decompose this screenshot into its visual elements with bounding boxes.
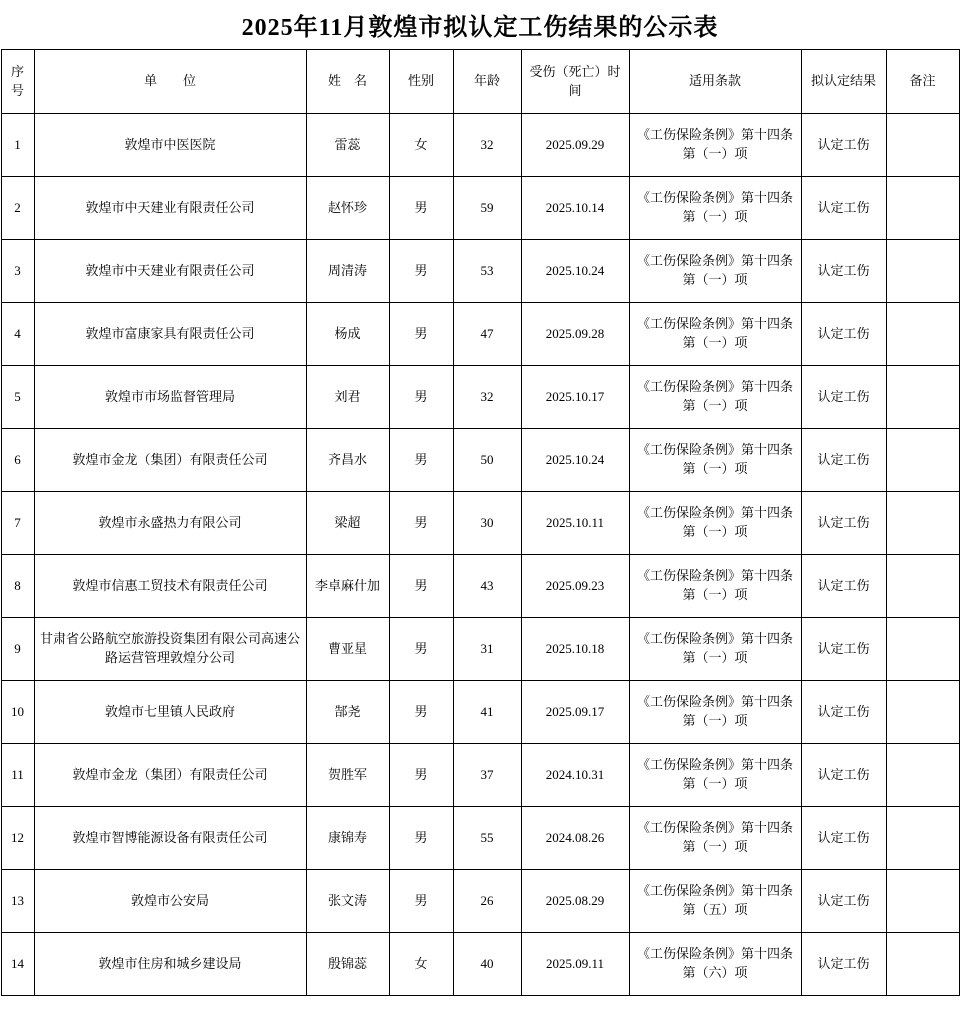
table-row <box>1 681 959 744</box>
cell-injury-date: 2025.08.29 <box>521 870 629 933</box>
table-row <box>1 933 959 996</box>
cell-clause: 《工伤保险条例》第十四条第（一）项 <box>629 303 801 366</box>
cell-gender: 女 <box>389 933 453 996</box>
cell-index: 13 <box>1 870 34 933</box>
table-row <box>1 807 959 870</box>
cell-name: 殷锦蕊 <box>306 933 389 996</box>
cell-age: 53 <box>453 240 521 303</box>
cell-name: 雷蕊 <box>306 114 389 177</box>
cell-result: 认定工伤 <box>801 429 886 492</box>
cell-result: 认定工伤 <box>801 744 886 807</box>
cell-result: 认定工伤 <box>801 807 886 870</box>
cell-clause: 《工伤保险条例》第十四条第（一）项 <box>629 177 801 240</box>
header-clause: 适用条款 <box>629 50 801 114</box>
cell-remark <box>886 240 959 303</box>
cell-clause: 《工伤保险条例》第十四条第（一）项 <box>629 744 801 807</box>
cell-remark <box>886 114 959 177</box>
cell-index: 1 <box>1 114 34 177</box>
cell-unit: 敦煌市住房和城乡建设局 <box>34 933 306 996</box>
cell-result: 认定工伤 <box>801 177 886 240</box>
header-index: 序号 <box>1 50 34 114</box>
cell-gender: 男 <box>389 807 453 870</box>
cell-age: 37 <box>453 744 521 807</box>
cell-result: 认定工伤 <box>801 240 886 303</box>
cell-remark <box>886 177 959 240</box>
cell-clause: 《工伤保险条例》第十四条第（一）项 <box>629 366 801 429</box>
cell-remark <box>886 555 959 618</box>
table-row <box>1 114 959 177</box>
cell-clause: 《工伤保险条例》第十四条第（一）项 <box>629 429 801 492</box>
header-unit: 单 位 <box>34 50 306 114</box>
cell-clause: 《工伤保险条例》第十四条第（一）项 <box>629 114 801 177</box>
cell-unit: 敦煌市市场监督管理局 <box>34 366 306 429</box>
cell-injury-date: 2025.10.24 <box>521 240 629 303</box>
cell-remark <box>886 933 959 996</box>
cell-clause: 《工伤保险条例》第十四条第（一）项 <box>629 492 801 555</box>
cell-unit: 敦煌市公安局 <box>34 870 306 933</box>
cell-injury-date: 2025.10.17 <box>521 366 629 429</box>
cell-unit: 敦煌市金龙（集团）有限责任公司 <box>34 429 306 492</box>
cell-gender: 男 <box>389 366 453 429</box>
header-remark: 备注 <box>886 50 959 114</box>
cell-age: 26 <box>453 870 521 933</box>
cell-gender: 男 <box>389 240 453 303</box>
table-row <box>1 744 959 807</box>
cell-name: 张文涛 <box>306 870 389 933</box>
cell-name: 郜尧 <box>306 681 389 744</box>
cell-age: 32 <box>453 114 521 177</box>
table-row <box>1 555 959 618</box>
cell-result: 认定工伤 <box>801 114 886 177</box>
cell-injury-date: 2025.09.23 <box>521 555 629 618</box>
cell-clause: 《工伤保险条例》第十四条第（六）项 <box>629 933 801 996</box>
work-injury-table <box>1 49 960 996</box>
cell-age: 31 <box>453 618 521 681</box>
cell-unit: 敦煌市中天建业有限责任公司 <box>34 240 306 303</box>
cell-name: 周清涛 <box>306 240 389 303</box>
header-injury-date: 受伤（死亡）时间 <box>521 50 629 114</box>
cell-unit: 敦煌市七里镇人民政府 <box>34 681 306 744</box>
table-row <box>1 240 959 303</box>
cell-name: 贺胜军 <box>306 744 389 807</box>
cell-unit: 敦煌市中天建业有限责任公司 <box>34 177 306 240</box>
cell-result: 认定工伤 <box>801 933 886 996</box>
cell-clause: 《工伤保险条例》第十四条第（五）项 <box>629 870 801 933</box>
cell-remark <box>886 681 959 744</box>
table-body <box>1 114 959 996</box>
table-row <box>1 429 959 492</box>
cell-result: 认定工伤 <box>801 366 886 429</box>
cell-result: 认定工伤 <box>801 492 886 555</box>
cell-unit: 敦煌市信惠工贸技术有限责任公司 <box>34 555 306 618</box>
cell-clause: 《工伤保险条例》第十四条第（一）项 <box>629 555 801 618</box>
header-name: 姓 名 <box>306 50 389 114</box>
cell-age: 55 <box>453 807 521 870</box>
table-row <box>1 618 959 681</box>
cell-name: 曹亚星 <box>306 618 389 681</box>
cell-gender: 女 <box>389 114 453 177</box>
cell-name: 梁超 <box>306 492 389 555</box>
cell-result: 认定工伤 <box>801 681 886 744</box>
cell-name: 康锦寿 <box>306 807 389 870</box>
cell-index: 4 <box>1 303 34 366</box>
cell-injury-date: 2025.09.29 <box>521 114 629 177</box>
cell-injury-date: 2025.09.11 <box>521 933 629 996</box>
cell-injury-date: 2025.10.14 <box>521 177 629 240</box>
cell-index: 6 <box>1 429 34 492</box>
cell-unit: 敦煌市永盛热力有限公司 <box>34 492 306 555</box>
cell-name: 李卓麻什加 <box>306 555 389 618</box>
cell-unit: 甘肃省公路航空旅游投资集团有限公司高速公路运营管理敦煌分公司 <box>34 618 306 681</box>
cell-clause: 《工伤保险条例》第十四条第（一）项 <box>629 240 801 303</box>
cell-index: 8 <box>1 555 34 618</box>
table-row <box>1 492 959 555</box>
cell-result: 认定工伤 <box>801 555 886 618</box>
cell-age: 43 <box>453 555 521 618</box>
cell-index: 11 <box>1 744 34 807</box>
cell-gender: 男 <box>389 492 453 555</box>
cell-result: 认定工伤 <box>801 618 886 681</box>
cell-name: 赵怀珍 <box>306 177 389 240</box>
cell-age: 40 <box>453 933 521 996</box>
cell-index: 5 <box>1 366 34 429</box>
cell-injury-date: 2025.10.11 <box>521 492 629 555</box>
cell-gender: 男 <box>389 870 453 933</box>
cell-gender: 男 <box>389 429 453 492</box>
table-row <box>1 177 959 240</box>
cell-remark <box>886 429 959 492</box>
cell-injury-date: 2025.09.17 <box>521 681 629 744</box>
cell-age: 59 <box>453 177 521 240</box>
cell-remark <box>886 744 959 807</box>
cell-gender: 男 <box>389 177 453 240</box>
cell-remark <box>886 618 959 681</box>
cell-remark <box>886 807 959 870</box>
cell-gender: 男 <box>389 303 453 366</box>
cell-remark <box>886 492 959 555</box>
cell-remark <box>886 303 959 366</box>
cell-age: 50 <box>453 429 521 492</box>
cell-gender: 男 <box>389 618 453 681</box>
table-row <box>1 303 959 366</box>
header-row <box>1 50 959 114</box>
cell-age: 47 <box>453 303 521 366</box>
cell-age: 41 <box>453 681 521 744</box>
table-row <box>1 870 959 933</box>
cell-name: 齐昌水 <box>306 429 389 492</box>
cell-index: 14 <box>1 933 34 996</box>
cell-clause: 《工伤保险条例》第十四条第（一）项 <box>629 807 801 870</box>
cell-index: 3 <box>1 240 34 303</box>
cell-unit: 敦煌市中医医院 <box>34 114 306 177</box>
cell-unit: 敦煌市智博能源设备有限责任公司 <box>34 807 306 870</box>
cell-injury-date: 2025.10.18 <box>521 618 629 681</box>
cell-index: 12 <box>1 807 34 870</box>
page-title: 2025年11月敦煌市拟认定工伤结果的公示表 <box>241 15 719 41</box>
cell-name: 杨成 <box>306 303 389 366</box>
cell-index: 10 <box>1 681 34 744</box>
header-gender: 性别 <box>389 50 453 114</box>
cell-clause: 《工伤保险条例》第十四条第（一）项 <box>629 618 801 681</box>
header-result: 拟认定结果 <box>801 50 886 114</box>
cell-remark <box>886 870 959 933</box>
cell-remark <box>886 366 959 429</box>
cell-index: 7 <box>1 492 34 555</box>
header-age: 年龄 <box>453 50 521 114</box>
cell-result: 认定工伤 <box>801 303 886 366</box>
cell-injury-date: 2024.10.31 <box>521 744 629 807</box>
cell-injury-date: 2025.09.28 <box>521 303 629 366</box>
cell-age: 32 <box>453 366 521 429</box>
cell-gender: 男 <box>389 744 453 807</box>
table-row <box>1 366 959 429</box>
cell-gender: 男 <box>389 681 453 744</box>
cell-clause: 《工伤保险条例》第十四条第（一）项 <box>629 681 801 744</box>
cell-injury-date: 2024.08.26 <box>521 807 629 870</box>
cell-injury-date: 2025.10.24 <box>521 429 629 492</box>
cell-result: 认定工伤 <box>801 870 886 933</box>
cell-unit: 敦煌市富康家具有限责任公司 <box>34 303 306 366</box>
cell-name: 刘君 <box>306 366 389 429</box>
cell-index: 2 <box>1 177 34 240</box>
cell-index: 9 <box>1 618 34 681</box>
table-header <box>1 50 959 114</box>
cell-age: 30 <box>453 492 521 555</box>
cell-unit: 敦煌市金龙（集团）有限责任公司 <box>34 744 306 807</box>
cell-gender: 男 <box>389 555 453 618</box>
